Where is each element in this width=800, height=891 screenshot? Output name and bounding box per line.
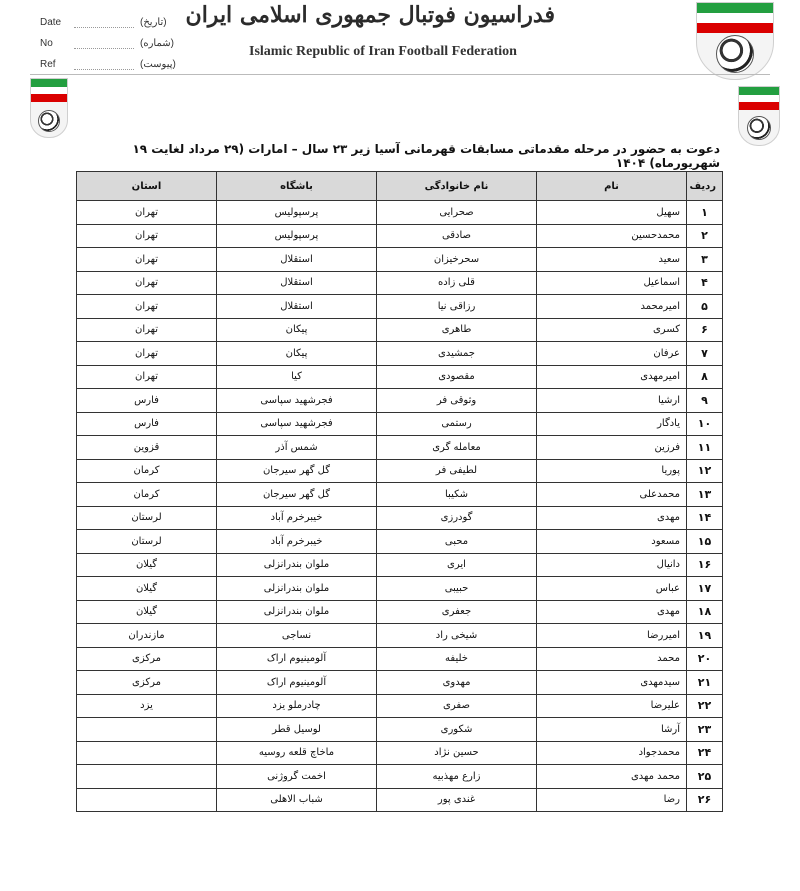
table-row bbox=[77, 530, 723, 554]
cell-province: لرستان bbox=[77, 506, 217, 530]
cell-first-name: مهدی bbox=[537, 506, 687, 530]
cell-last-name: رستمی bbox=[377, 412, 537, 436]
meta-ref-label-fa: (پیوست) bbox=[140, 59, 176, 70]
cell-province: فارس bbox=[77, 389, 217, 413]
table-row bbox=[77, 624, 723, 648]
cell-first-name: علیرضا bbox=[537, 694, 687, 718]
cell-row-number: ۴ bbox=[687, 271, 723, 295]
cell-row-number: ۲۲ bbox=[687, 694, 723, 718]
meta-ref bbox=[40, 54, 176, 75]
cell-first-name: سیدمهدی bbox=[537, 671, 687, 695]
cell-last-name: وثوقی فر bbox=[377, 389, 537, 413]
cell-row-number: ۱۴ bbox=[687, 506, 723, 530]
cell-last-name: حسین نژاد bbox=[377, 741, 537, 765]
federation-logo-icon bbox=[696, 2, 774, 80]
cell-club: ماخاچ قلعه روسیه bbox=[217, 741, 377, 765]
header-last-name: نام خانوادگی bbox=[377, 172, 537, 201]
cell-first-name: محمد bbox=[537, 647, 687, 671]
cell-province: تهران bbox=[77, 224, 217, 248]
cell-last-name: جعفری bbox=[377, 600, 537, 624]
meta-date-label-fa: (تاریخ) bbox=[140, 17, 167, 28]
cell-province: کرمان bbox=[77, 459, 217, 483]
cell-first-name: امیررضا bbox=[537, 624, 687, 648]
meta-ref-label: Ref bbox=[40, 59, 56, 70]
cell-row-number: ۱۹ bbox=[687, 624, 723, 648]
cell-first-name: عرفان bbox=[537, 342, 687, 366]
header-province: استان bbox=[77, 172, 217, 201]
cell-club: چادرملو یزد bbox=[217, 694, 377, 718]
cell-row-number: ۶ bbox=[687, 318, 723, 342]
table-row bbox=[77, 647, 723, 671]
meta-number-label-fa: (شماره) bbox=[140, 38, 174, 49]
cell-first-name: فرزین bbox=[537, 436, 687, 460]
table-row bbox=[77, 271, 723, 295]
cell-province: یزد bbox=[77, 694, 217, 718]
cell-club: شباب الاهلی bbox=[217, 788, 377, 812]
cell-first-name: اسماعیل bbox=[537, 271, 687, 295]
table-row bbox=[77, 694, 723, 718]
federation-name-en: Islamic Republic of Iran Football Federation bbox=[249, 44, 517, 59]
meta-number bbox=[40, 33, 176, 54]
cell-last-name: طاهری bbox=[377, 318, 537, 342]
cell-province: کرمان bbox=[77, 483, 217, 507]
cell-last-name: محبی bbox=[377, 530, 537, 554]
cell-row-number: ۷ bbox=[687, 342, 723, 366]
cell-club: لوسیل قطر bbox=[217, 718, 377, 742]
table-row bbox=[77, 577, 723, 601]
table-row bbox=[77, 788, 723, 812]
cell-province: قزوین bbox=[77, 436, 217, 460]
cell-club: ملوان بندرانزلی bbox=[217, 553, 377, 577]
cell-club: شمس آذر bbox=[217, 436, 377, 460]
cell-first-name: ارشیا bbox=[537, 389, 687, 413]
table-row bbox=[77, 671, 723, 695]
cell-first-name: دانیال bbox=[537, 553, 687, 577]
cell-first-name: رضا bbox=[537, 788, 687, 812]
meta-ref-blank bbox=[74, 59, 134, 70]
cell-club: ملوان بندرانزلی bbox=[217, 577, 377, 601]
cell-province bbox=[77, 765, 217, 789]
cell-last-name: شیخی راد bbox=[377, 624, 537, 648]
cell-row-number: ۹ bbox=[687, 389, 723, 413]
cell-first-name: سعید bbox=[537, 248, 687, 272]
cell-first-name: محمدجواد bbox=[537, 741, 687, 765]
cell-club: نساجی bbox=[217, 624, 377, 648]
cell-province: گیلان bbox=[77, 577, 217, 601]
table-row bbox=[77, 201, 723, 225]
cell-row-number: ۱۰ bbox=[687, 412, 723, 436]
cell-last-name: مهدوی bbox=[377, 671, 537, 695]
cell-club: آلومینیوم اراک bbox=[217, 647, 377, 671]
header-row-number: ردیف bbox=[687, 172, 723, 201]
cell-last-name: مقصودی bbox=[377, 365, 537, 389]
federation-emblem-left-icon bbox=[30, 78, 68, 138]
cell-row-number: ۲۳ bbox=[687, 718, 723, 742]
cell-club: گل گهر سیرجان bbox=[217, 459, 377, 483]
cell-first-name: سهیل bbox=[537, 201, 687, 225]
cell-club: پیکان bbox=[217, 342, 377, 366]
table-row bbox=[77, 365, 723, 389]
cell-row-number: ۱۲ bbox=[687, 459, 723, 483]
cell-last-name: صفری bbox=[377, 694, 537, 718]
cell-province: گیلان bbox=[77, 553, 217, 577]
table-row bbox=[77, 741, 723, 765]
cell-last-name: گودرزی bbox=[377, 506, 537, 530]
cell-row-number: ۱۶ bbox=[687, 553, 723, 577]
cell-row-number: ۲۰ bbox=[687, 647, 723, 671]
cell-club: استقلال bbox=[217, 295, 377, 319]
cell-row-number: ۲۶ bbox=[687, 788, 723, 812]
cell-province bbox=[77, 741, 217, 765]
table-row bbox=[77, 342, 723, 366]
letter-meta bbox=[40, 12, 176, 75]
cell-last-name: قلی زاده bbox=[377, 271, 537, 295]
cell-club: فجرشهید سپاسی bbox=[217, 412, 377, 436]
cell-last-name: لطیفی فر bbox=[377, 459, 537, 483]
cell-province: تهران bbox=[77, 295, 217, 319]
table-row bbox=[77, 436, 723, 460]
cell-last-name: ایری bbox=[377, 553, 537, 577]
table-row bbox=[77, 224, 723, 248]
cell-club: آلومینیوم اراک bbox=[217, 671, 377, 695]
table-row bbox=[77, 459, 723, 483]
cell-row-number: ۱۳ bbox=[687, 483, 723, 507]
cell-last-name: سحرخیزان bbox=[377, 248, 537, 272]
cell-last-name: جمشیدی bbox=[377, 342, 537, 366]
cell-province: گیلان bbox=[77, 600, 217, 624]
cell-first-name: عباس bbox=[537, 577, 687, 601]
table-row bbox=[77, 248, 723, 272]
cell-last-name: شکوری bbox=[377, 718, 537, 742]
cell-last-name: حبیبی bbox=[377, 577, 537, 601]
cell-last-name: زارع مهذبیه bbox=[377, 765, 537, 789]
cell-club: فجرشهید سپاسی bbox=[217, 389, 377, 413]
cell-club: پیکان bbox=[217, 318, 377, 342]
federation-name-fa: فدراسیون فوتبال جمهوری اسلامی ایران bbox=[185, 2, 555, 28]
cell-last-name: شکیبا bbox=[377, 483, 537, 507]
cell-province: لرستان bbox=[77, 530, 217, 554]
table-row bbox=[77, 483, 723, 507]
cell-row-number: ۳ bbox=[687, 248, 723, 272]
cell-first-name: مهدی bbox=[537, 600, 687, 624]
cell-club: ملوان بندرانزلی bbox=[217, 600, 377, 624]
player-roster-table bbox=[76, 171, 723, 812]
letterhead bbox=[0, 0, 800, 80]
cell-last-name: معامله گری bbox=[377, 436, 537, 460]
table-row bbox=[77, 412, 723, 436]
cell-province: مرکزی bbox=[77, 647, 217, 671]
cell-first-name: محمد مهدی bbox=[537, 765, 687, 789]
cell-club: اخمت گروژنی bbox=[217, 765, 377, 789]
cell-first-name: مسعود bbox=[537, 530, 687, 554]
cell-last-name: خلیفه bbox=[377, 647, 537, 671]
cell-province: تهران bbox=[77, 365, 217, 389]
cell-province bbox=[77, 788, 217, 812]
cell-club: گل گهر سیرجان bbox=[217, 483, 377, 507]
header-club: باشگاه bbox=[217, 172, 377, 201]
cell-last-name: صادقی bbox=[377, 224, 537, 248]
meta-number-blank bbox=[74, 38, 134, 49]
cell-club: پرسپولیس bbox=[217, 224, 377, 248]
cell-club: خیبرخرم آباد bbox=[217, 530, 377, 554]
cell-row-number: ۱۵ bbox=[687, 530, 723, 554]
table-row bbox=[77, 600, 723, 624]
cell-row-number: ۲۱ bbox=[687, 671, 723, 695]
cell-row-number: ۱ bbox=[687, 201, 723, 225]
cell-province: تهران bbox=[77, 318, 217, 342]
cell-province: تهران bbox=[77, 201, 217, 225]
cell-first-name: امیرمهدی bbox=[537, 365, 687, 389]
cell-province: تهران bbox=[77, 248, 217, 272]
cell-province: فارس bbox=[77, 412, 217, 436]
header-first-name: نام bbox=[537, 172, 687, 201]
table-row bbox=[77, 389, 723, 413]
cell-province: مرکزی bbox=[77, 671, 217, 695]
cell-last-name: صحرایی bbox=[377, 201, 537, 225]
table-row bbox=[77, 718, 723, 742]
cell-club: خیبرخرم آباد bbox=[217, 506, 377, 530]
federation-emblem-right-icon bbox=[738, 86, 780, 146]
cell-club: پرسپولیس bbox=[217, 201, 377, 225]
cell-first-name: محمدعلی bbox=[537, 483, 687, 507]
cell-province: مازندران bbox=[77, 624, 217, 648]
meta-date-blank bbox=[74, 17, 134, 28]
table-row bbox=[77, 765, 723, 789]
cell-row-number: ۲ bbox=[687, 224, 723, 248]
table-row bbox=[77, 295, 723, 319]
cell-first-name: امیرمحمد bbox=[537, 295, 687, 319]
cell-first-name: آرشا bbox=[537, 718, 687, 742]
table-header-row bbox=[77, 172, 723, 201]
cell-last-name: رزاقی نیا bbox=[377, 295, 537, 319]
cell-last-name: غندی پور bbox=[377, 788, 537, 812]
cell-club: کیا bbox=[217, 365, 377, 389]
cell-province: تهران bbox=[77, 271, 217, 295]
cell-club: استقلال bbox=[217, 248, 377, 272]
table-row bbox=[77, 318, 723, 342]
roster-body bbox=[77, 201, 723, 812]
cell-row-number: ۵ bbox=[687, 295, 723, 319]
cell-row-number: ۲۵ bbox=[687, 765, 723, 789]
meta-number-label: No bbox=[40, 38, 53, 49]
cell-club: استقلال bbox=[217, 271, 377, 295]
table-row bbox=[77, 553, 723, 577]
cell-row-number: ۱۱ bbox=[687, 436, 723, 460]
meta-date-label: Date bbox=[40, 17, 62, 28]
cell-first-name: کسری bbox=[537, 318, 687, 342]
cell-row-number: ۲۴ bbox=[687, 741, 723, 765]
cell-row-number: ۱۸ bbox=[687, 600, 723, 624]
cell-row-number: ۱۷ bbox=[687, 577, 723, 601]
cell-first-name: محمدحسین bbox=[537, 224, 687, 248]
cell-province bbox=[77, 718, 217, 742]
cell-province: تهران bbox=[77, 342, 217, 366]
table-row bbox=[77, 506, 723, 530]
cell-first-name: پوریا bbox=[537, 459, 687, 483]
document-title: دعوت به حضور در مرحله مقدماتی مسابقات قهرمانی آسیا زیر ۲۳ سال – امارات (۲۹ مرداد لغایت ۱۹ شهریورماه) ۱۴۰۴ bbox=[132, 142, 720, 170]
meta-date bbox=[40, 12, 176, 33]
cell-row-number: ۸ bbox=[687, 365, 723, 389]
cell-first-name: یادگار bbox=[537, 412, 687, 436]
header-divider bbox=[30, 74, 770, 75]
